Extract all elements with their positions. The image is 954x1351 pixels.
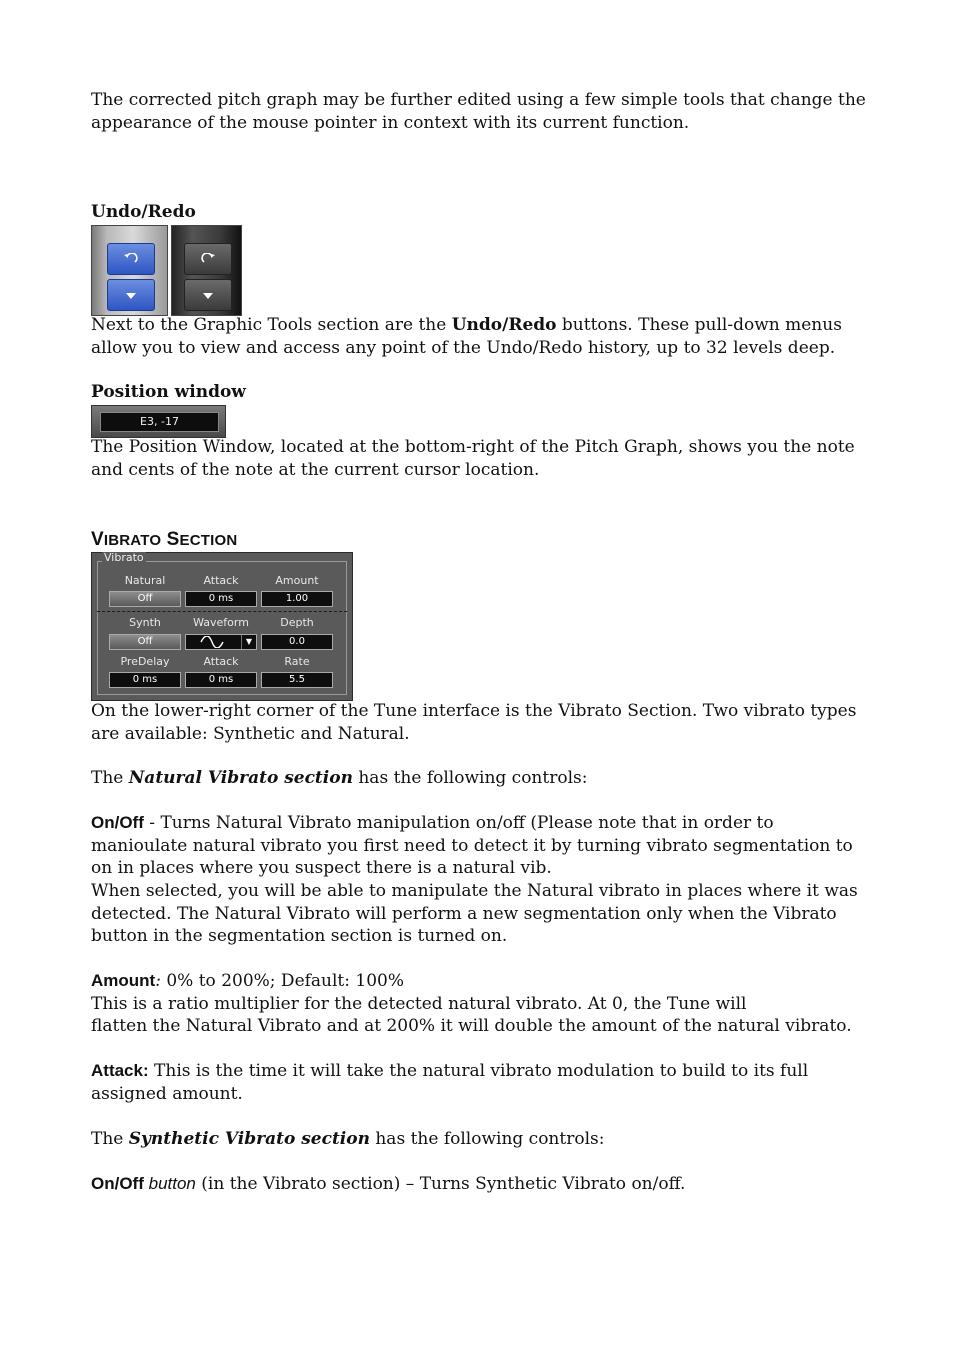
amount-field[interactable]: 1.00 (261, 591, 333, 607)
redo-dropdown-button[interactable] (184, 279, 232, 311)
synth-label: Synth (129, 616, 161, 629)
natural-onoff-paragraph-2: When selected, you will be able to manipulate the Natural vibrato in places where it was detected. The Natural Vibrato will perform a new segmentation only when the Vibrato button in the segmentation section is turned on. (91, 881, 858, 946)
vibrato-section-heading: VIBRATO SECTION (91, 529, 238, 550)
undo-redo-heading: Undo/Redo (91, 202, 196, 222)
position-window (91, 405, 226, 438)
natural-vibrato-intro: The Natural Vibrato section has the following controls: (91, 768, 588, 788)
rate-label: Rate (284, 655, 310, 668)
natural-attack-field[interactable]: 0 ms (185, 591, 257, 607)
intro-paragraph: The corrected pitch graph may be further edited using a few simple tools that change the appearance of the mouse pointer in context with its current function. (91, 90, 866, 133)
vibrato-panel-title: Vibrato (104, 551, 144, 564)
vibrato-intro-paragraph: On the lower-right corner of the Tune interface is the Vibrato Section. Two vibrato types are available: Synthetic and Natural. (91, 701, 857, 744)
attack-label: Attack (203, 655, 239, 668)
synth-toggle[interactable]: Off (109, 634, 181, 650)
synth-attack-field[interactable]: 0 ms (185, 672, 257, 688)
divider (97, 611, 347, 612)
position-paragraph: The Position Window, located at the bottom-right of the Pitch Graph, shows you the note and cents of the note at the current cursor location. (91, 437, 855, 480)
amount-paragraph: Amount: 0% to 200%; Default: 100% This is a ratio multiplier for the detected natural vibrato. At 0, the Tune will flatten the Natural Vibrato and at 200% it will double the amount of the natural vibrato. (91, 971, 852, 1036)
redo-arrow-icon[interactable] (184, 243, 232, 275)
waveform-select[interactable] (185, 634, 257, 650)
depth-field[interactable]: 0.0 (261, 634, 333, 650)
natural-toggle[interactable]: Off (109, 591, 181, 607)
synth-onoff-paragraph: On/Off button (in the Vibrato section) – Turns Synthetic Vibrato on/off. (91, 1174, 686, 1194)
undo-redo-paragraph: Next to the Graphic Tools section are the Undo/Redo buttons. These pull-down menus allow you to view and access any point of the Undo/Redo history, up to 32 levels deep. (91, 315, 842, 358)
predelay-field[interactable]: 0 ms (109, 672, 181, 688)
chevron-down-icon[interactable]: ▼ (241, 635, 256, 649)
attack-label: Attack (203, 574, 239, 587)
waveform-label: Waveform (193, 616, 249, 629)
natural-onoff-paragraph: On/Off - Turns Natural Vibrato manipulation on/off (Please note that in order to manioulate natural vibrato you first need to detect it by turning vibrato segmentation to on in places where you suspect there is a natural vib. (91, 813, 853, 878)
chevron-down-icon (203, 288, 213, 303)
sine-wave-icon (200, 636, 224, 653)
synthetic-vibrato-intro: The Synthetic Vibrato section has the following controls: (91, 1129, 605, 1149)
attack-paragraph: Attack: This is the time it will take the natural vibrato modulation to build to its full assigned amount. (91, 1061, 809, 1104)
redo-control (171, 225, 242, 316)
natural-label: Natural (124, 574, 166, 587)
vibrato-panel (91, 552, 353, 701)
chevron-down-icon (126, 288, 136, 303)
position-window-heading: Position window (91, 382, 246, 402)
position-readout: E3, -17 (100, 412, 219, 432)
predelay-label: PreDelay (120, 655, 170, 668)
amount-label: Amount (275, 574, 319, 587)
undo-control (91, 225, 168, 316)
undo-arrow-icon[interactable] (107, 243, 155, 275)
depth-label: Depth (280, 616, 314, 629)
undo-dropdown-button[interactable] (107, 279, 155, 311)
rate-field[interactable]: 5.5 (261, 672, 333, 688)
